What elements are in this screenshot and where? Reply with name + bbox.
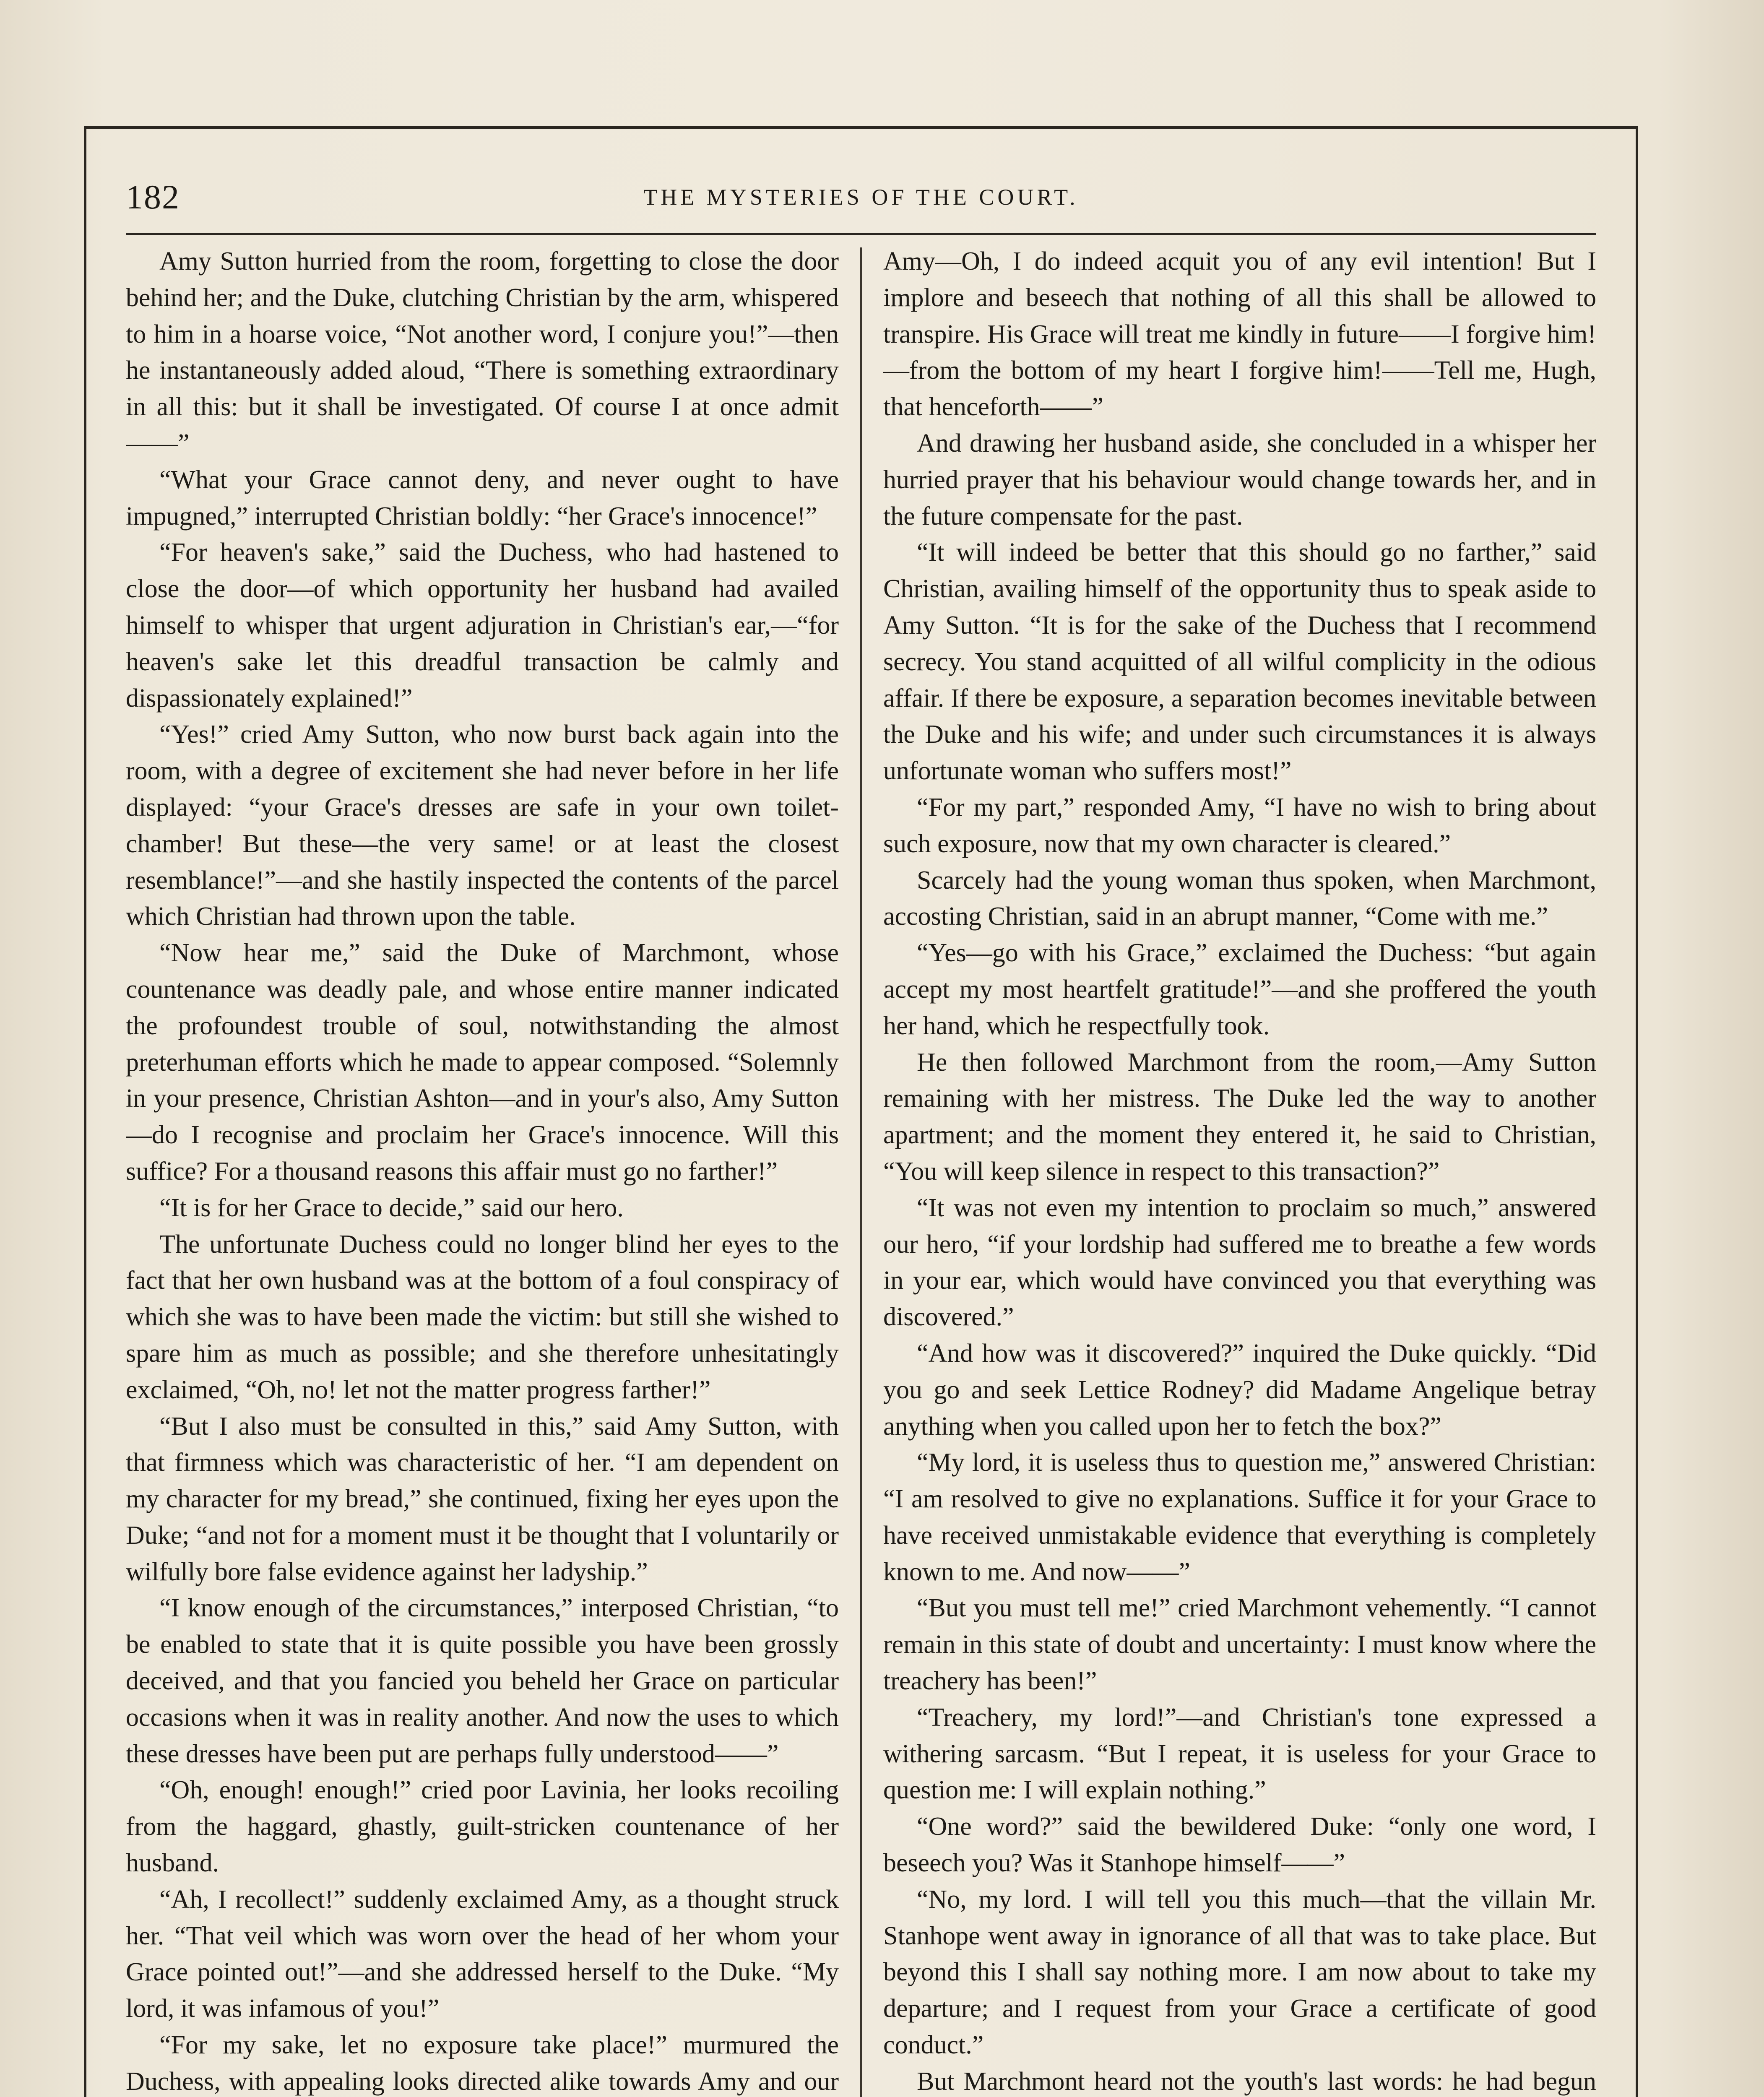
paragraph: “One word?” said the bewildered Duke: “only one word, I beseech you? Was it Stanhope himself——” [883,1812,1596,1878]
paragraph: “It is for her Grace to decide,” said our hero. [159,1193,624,1222]
paragraph: But Marchmont heard not the youth's last words: he had begun [917,2067,1596,2096]
paragraph: “It will indeed be better that this should go no farther,” said Christian, availing himself of the opportunity thus to speak aside to Amy Sutton. “It is for the sake of the Duchess that I recommend secrecy. You stand acquitted of all wilful complicity in the odious affair. If there be exposure, a separation becomes inevitable between the Duke and his wife; and under such circumstances it is always unfortunate woman who suffers most!” [883,538,1596,786]
page-header [126,168,1596,226]
page-frame-top-rule [84,126,1638,129]
paragraph: “Yes—go with his Grace,” exclaimed the Duchess: “but again accept my most heartfelt gratitude!”—and she proffered the youth her hand, which he respectfully took. [883,939,1596,1040]
page-number: 182 [126,178,180,216]
paragraph: “Treachery, my lord!”—and Christian's tone expressed a withering sarcasm. “But I repeat, it is useless for your Grace to question me: I will explain nothing.” [883,1703,1596,1805]
paragraph: “My lord, it is useless thus to question me,” answered Christian: “I am resolved to give no explanations. Suffice it for your Grace to have received unmistakable evidence that everything is completely known to me. And now——” [883,1448,1596,1586]
paragraph: Scarcely had the young woman thus spoken, when Marchmont, accosting Christian, said in an abrupt manner, “Come with me.” [883,866,1596,931]
text-columns [126,243,1596,2097]
paragraph: Amy Sutton hurried from the room, forgetting to close the door behind her; and the Duke, clutching Christian by the arm, whispered to him in a hoarse voice, “Not another word, I conjure you!”—then he instantaneously added aloud, “There is something extraordinary in all this: but it shall be investigated. Of course I at once admit——” [126,247,839,458]
header-rule [126,233,1596,235]
paragraph: “But I also must be consulted in this,” said Amy Sutton, with that firmness which was characteristic of her. “I am dependent on my character for my bread,” she continued, fixing her eyes upon the Duke; “and not for a moment must it be thought that I voluntarily or wilfully bore false evidence against her ladyship.” [126,1412,839,1586]
page-frame-right-rule [1636,126,1638,2097]
paragraph: “No, my lord. I will tell you this much—that the villain Mr. Stanhope went away in ignorance of all that was to take place. But beyond this I shall say nothing more. I am now about to take my departure; and I request from your Grace a certificate of good conduct.” [883,1885,1596,2060]
running-head: THE MYSTERIES OF THE COURT. [643,185,1079,210]
paragraph: “Oh, enough! enough!” cried poor Lavinia, her looks recoiling from the haggard, ghastly, guilt-stricken countenance of her husband. [126,1776,839,1878]
paragraph: “For my part,” responded Amy, “I have no wish to bring about such exposure, now that my own character is cleared.” [883,793,1596,858]
paragraph: “I know enough of the circumstances,” interposed Christian, “to be enabled to state that it is quite possible you have been grossly deceived, and that you fancied you beheld her Grace on particular occasions when it was in reality another. And now the uses to which these dresses have been put are perhaps fully understood——” [126,1594,839,1768]
paragraph: He then followed Marchmont from the room,—Amy Sutton remaining with her mistress. The Duke led the way to another apartment; and the moment they entered it, he said to Christian, “You will keep silence in respect to this transaction?” [883,1048,1596,1186]
column-divider [860,247,862,2097]
paragraph: “Yes!” cried Amy Sutton, who now burst back again into the room, with a degree of excitement she had never before in her life displayed: “your Grace's dresses are safe in your own toilet-chamber! But these—the very same! or at least the closest resemblance!”—and she hastily inspected the contents of the parcel which Christian had thrown upon the table. [126,720,839,931]
paragraph: And drawing her husband aside, she concluded in a whisper her hurried prayer that his behaviour would change towards her, and in the future compensate for the past. [883,429,1596,531]
paragraph: The unfortunate Duchess could no longer blind her eyes to the fact that her own husband was at the bottom of a foul conspiracy of which she was to have been made the victim: but still she wished to spare him as much as possible; and she therefore unhesitatingly exclaimed, “Oh, no! let not the matter progress farther!” [126,1230,839,1404]
paragraph: “Ah, I recollect!” suddenly exclaimed Amy, as a thought struck her. “That veil which was worn over the head of her whom your Grace pointed out!”—and she addressed herself to the Duke. “My lord, it was infamous of you!” [126,1885,839,2023]
paragraph: “What your Grace cannot deny, and never ought to have impugned,” interrupted Christian boldly: “her Grace's innocence!” [126,465,839,531]
page-frame-left-rule [84,126,86,2097]
paragraph: Amy—Oh, I do indeed acquit you of any evil intention! But I implore and beseech that nothing of all this shall be allowed to transpire. His Grace will treat me kindly in future——I forgive him!—from the bottom of my heart I forgive him!——Tell me, Hugh, that henceforth——” [883,247,1596,421]
paragraph: “Now hear me,” said the Duke of Marchmont, whose countenance was deadly pale, and whose entire manner indicated the profoundest trouble of soul, notwithstanding the almost preterhuman efforts which he made to appear composed. “Solemnly in your presence, Christian Ashton—and in your's also, Amy Sutton—do I recognise and proclaim her Grace's innocence. Will this suffice? For a thousand reasons this affair must go no farther!” [126,939,839,1186]
right-column [883,243,1596,2097]
paragraph: “It was not even my intention to proclaim so much,” answered our hero, “if your lordship had suffered me to breathe a few words in your ear, which would have convinced you that everything was discovered.” [883,1193,1596,1332]
paragraph: “For heaven's sake,” said the Duchess, who had hastened to close the door—of which opportunity her husband had availed himself to whisper that urgent adjuration in Christian's ear,—“for heaven's sake let this dreadful transaction be calmly and dispassionately explained!” [126,538,839,713]
paragraph: “But you must tell me!” cried Marchmont vehemently. “I cannot remain in this state of doubt and uncertainty: I must know where the treachery has been!” [883,1594,1596,1696]
paragraph: “For my sake, let no exposure take place!” murmured the Duchess, with appealing looks directed alike towards Amy and our [126,2031,839,2096]
paragraph: “And how was it discovered?” inquired the Duke quickly. “Did you go and seek Lettice Rodney? did Madame Angelique betray anything when you called upon her to fetch the box?” [883,1339,1596,1441]
left-column [126,243,839,2097]
